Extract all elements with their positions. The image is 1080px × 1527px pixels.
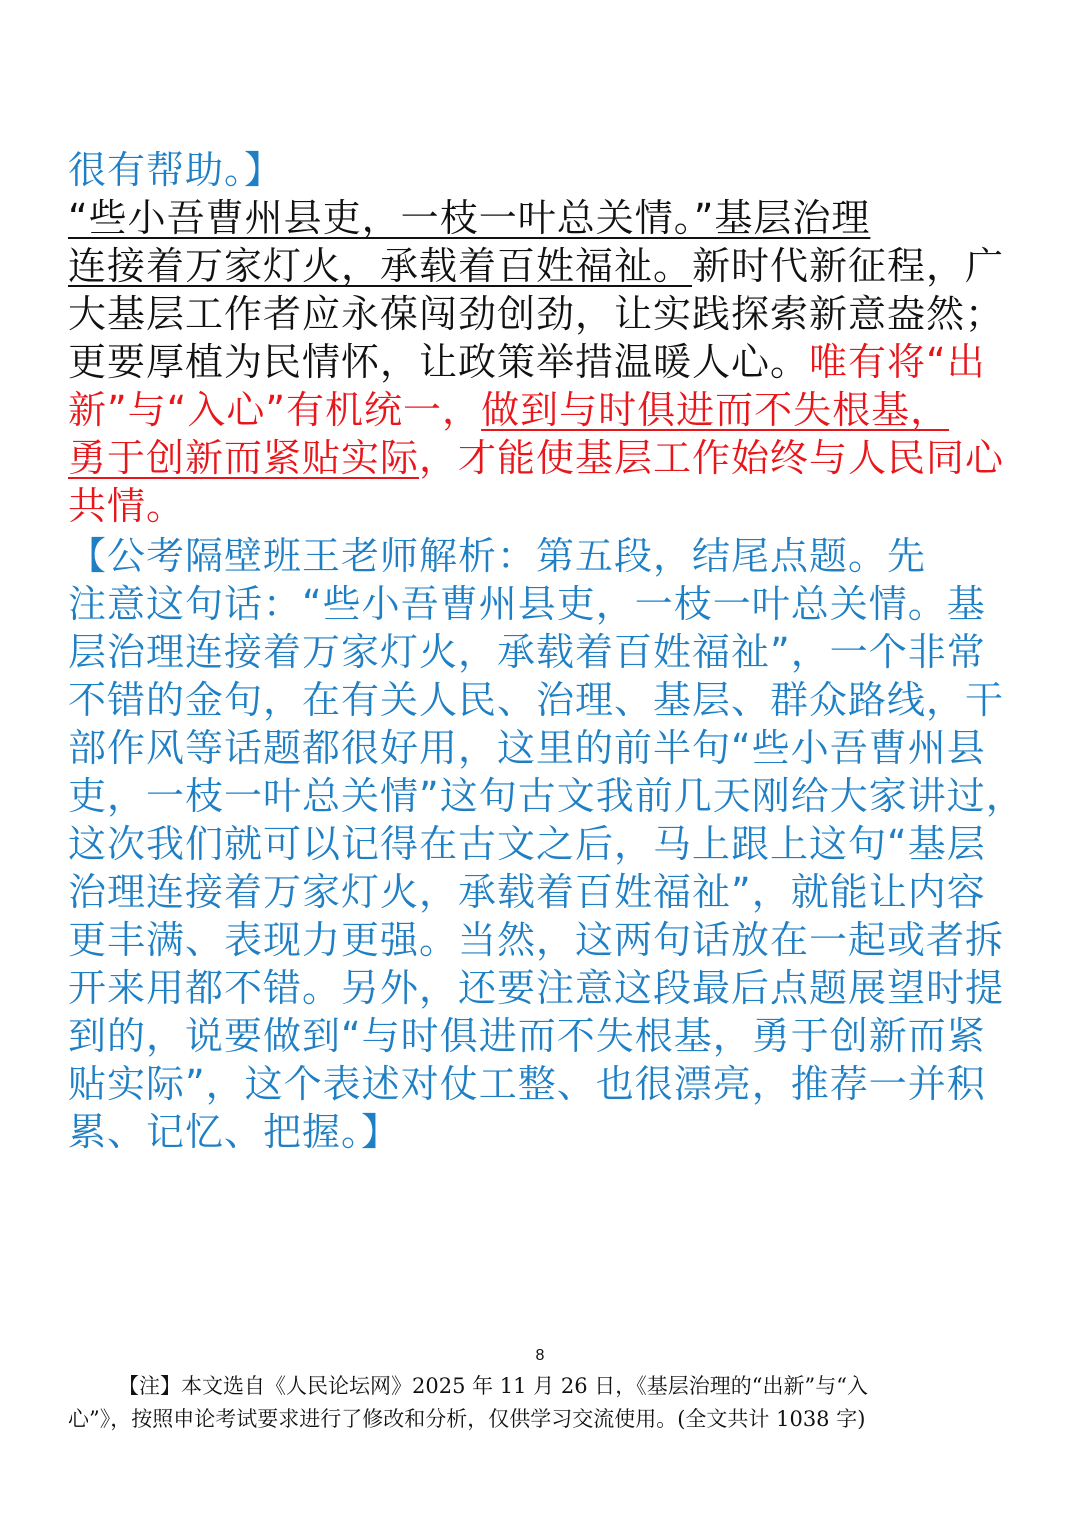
text-segment: 治理连接着万家灯火，承载着百姓福祉”，就能让内容 bbox=[68, 870, 986, 914]
footnote-line-1: 【注】本文选自《人民论坛网》2025 年 11 月 26 日，《基层治理的“出新”与“入 bbox=[118, 1374, 868, 1398]
text-line bbox=[68, 482, 185, 530]
text-segment: 累、记忆、把握。】 bbox=[68, 1110, 401, 1154]
page-number: 8 bbox=[535, 1347, 545, 1364]
text-line bbox=[68, 580, 986, 628]
footnote-line-2: 心”》，按照申论考试要求进行了修改和分析，仅供学习交流使用。(全文共计 1038 字) bbox=[68, 1407, 866, 1431]
text-line bbox=[68, 1108, 400, 1156]
text-segment: 到的，说要做到“与时俱进而不失根基，勇于创新而紧 bbox=[68, 1014, 986, 1058]
text-line bbox=[68, 724, 986, 772]
text-segment: 新”与“入心”有机统一， bbox=[68, 388, 482, 432]
text-line bbox=[68, 338, 986, 386]
text-segment: 不错的金句，在有关人民、治理、基层、群众路线，干 bbox=[68, 678, 1005, 722]
text-segment: 更要厚植为民情怀，让政策举措温暖人心。 bbox=[68, 340, 810, 384]
text-segment: 大基层工作者应永葆闯劲创劲，让实践探索新意盎然； bbox=[68, 292, 1005, 336]
text-segment: 层治理连接着万家灯火，承载着百姓福祉”，一个非常 bbox=[68, 630, 986, 674]
text-line bbox=[68, 628, 986, 676]
text-line bbox=[68, 964, 1004, 1012]
text-line bbox=[68, 1012, 986, 1060]
text-segment: 唯有将“出 bbox=[809, 340, 986, 384]
text-line bbox=[68, 772, 1025, 820]
text-segment: 部作风等话题都很好用，这里的前半句“些小吾曹州县 bbox=[68, 726, 986, 770]
text-line bbox=[68, 242, 1004, 290]
text-segment: 更丰满、表现力更强。当然，这两句话放在一起或者拆 bbox=[68, 918, 1005, 962]
text-segment: “些小吾曹州县吏，一枝一叶总关情。”基层治理 bbox=[68, 196, 871, 240]
text-segment: 吏，一枝一叶总关情”这句古文我前几天刚给大家讲过， bbox=[68, 774, 1025, 818]
text-line bbox=[68, 290, 1004, 338]
text-segment: 这次我们就可以记得在古文之后，马上跟上这句“基层 bbox=[68, 822, 986, 866]
text-line bbox=[68, 146, 283, 194]
text-segment: 连接着万家灯火，承载着百姓福祉。 bbox=[68, 244, 693, 288]
text-segment: ，才能使基层工作始终与人民同心 bbox=[419, 436, 1005, 480]
text-segment: 【公考隔壁班王老师解析：第五段，结尾点题。先 bbox=[68, 534, 927, 578]
text-segment: 注意这句话：“些小吾曹州县吏，一枝一叶总关情。基 bbox=[68, 582, 986, 626]
text-segment: 很有帮助。】 bbox=[68, 148, 284, 192]
text-segment: 新时代新征程，广 bbox=[692, 244, 1005, 288]
text-line bbox=[68, 386, 949, 434]
text-line bbox=[68, 532, 926, 580]
text-line bbox=[68, 434, 1004, 482]
text-line bbox=[68, 194, 870, 242]
text-segment: 开来用都不错。另外，还要注意这段最后点题展望时提 bbox=[68, 966, 1005, 1010]
text-segment: 做到与时俱进而不失根基， bbox=[481, 388, 950, 432]
text-line bbox=[68, 676, 1004, 724]
text-segment: 贴实际”，这个表述对仗工整、也很漂亮，推荐一并积 bbox=[68, 1062, 986, 1106]
text-line bbox=[68, 1060, 986, 1108]
text-line bbox=[68, 916, 1004, 964]
text-line bbox=[68, 868, 986, 916]
text-line bbox=[68, 820, 986, 868]
text-segment: 共情。 bbox=[68, 484, 186, 528]
text-segment: 勇于创新而紧贴实际 bbox=[68, 436, 420, 480]
